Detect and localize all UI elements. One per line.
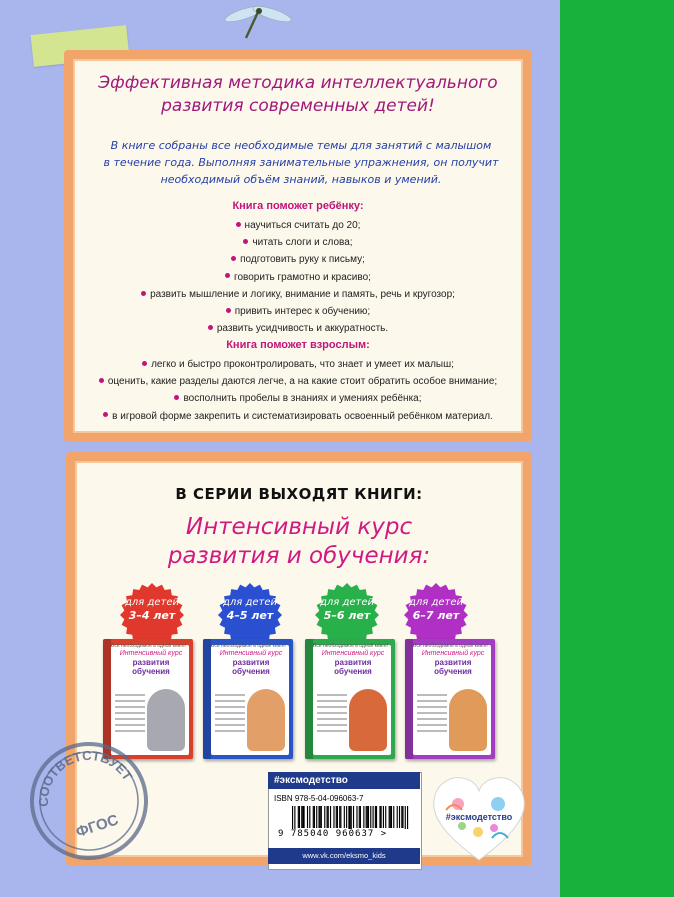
age-badge-prefix: для детей [319, 597, 375, 608]
age-badge-range: 3–4 лет [128, 609, 176, 622]
adult-help-heading: Книга поможет взрослым: [226, 339, 370, 351]
isbn-text: ISBN 978-5-04-096063-7 [274, 794, 364, 803]
description-panel [64, 50, 532, 442]
book-character-illustration [247, 689, 285, 751]
book-header: Всё необходимое в одной книге! [211, 643, 287, 649]
list-item: развить усидчивость и аккуратность. [73, 320, 523, 337]
age-badge [315, 583, 379, 647]
series-title-line-1: Интенсивный курс [185, 514, 413, 540]
age-badge-prefix: для детей [408, 597, 464, 608]
list-item: легко и быстро проконтролировать, что знает и умеет их малыш; [73, 356, 523, 373]
headline-line-2: развития современных детей! [161, 96, 435, 116]
book-spine [203, 639, 211, 759]
book-spine [305, 639, 313, 759]
age-badge-prefix: для детей [124, 597, 180, 608]
book-cover [203, 639, 293, 759]
series-title-line-2: развития и обучения: [167, 543, 431, 569]
book-title-small: Интенсивный курс [119, 650, 183, 657]
list-item: восполнить пробелы в знаниях и умениях ребёнка; [73, 390, 523, 407]
book-cover [305, 639, 395, 759]
list-item: научиться считать до 20; [73, 217, 523, 234]
green-spine [560, 0, 674, 897]
book-title-small: Интенсивный курс [321, 650, 385, 657]
age-badge-range: 6–7 лет [412, 609, 460, 622]
book-character-illustration [147, 689, 185, 751]
list-item: подготовить руку к письму; [73, 251, 523, 268]
adult-help-list [73, 356, 523, 425]
intro-line-1: В книге собраны все необходимые темы для занятий с малышом [110, 139, 492, 152]
list-item: развить мышление и логику, внимание и память, речь и кругозор; [73, 286, 523, 303]
book-header: Всё необходимое в одной книге! [111, 643, 187, 649]
age-badge-range: 5–6 лет [323, 609, 371, 622]
book-title-small: Интенсивный курс [219, 650, 283, 657]
barcode-digits: 9 785040 960637 > [278, 829, 418, 839]
heart-hashtag: #эксмодетство [445, 812, 513, 822]
stamp-text-fgos: ФГОС [73, 811, 121, 842]
barcode-bars [292, 806, 410, 846]
child-help-heading: Книга поможет ребёнку: [232, 200, 364, 212]
book-title-main: развития обучения [232, 658, 270, 676]
list-item: привить интерес к обучению; [73, 303, 523, 320]
book-text-lines [215, 694, 245, 736]
list-item: говорить грамотно и красиво; [73, 269, 523, 286]
spine-zigzag-edge [552, 0, 572, 897]
book-text-lines [317, 694, 347, 736]
book-header: Всё необходимое в одной книге! [313, 643, 389, 649]
list-item: оценить, какие разделы даются легче, а на какие стоит обратить особое внимание; [73, 373, 523, 390]
book-title-main: развития обучения [132, 658, 170, 676]
vk-link[interactable]: www.vk.com/eksmo_kids [268, 848, 420, 864]
book-spine [405, 639, 413, 759]
age-badge-prefix: для детей [222, 597, 278, 608]
intro-line-2: в течение года. Выполняя занимательные упражнения, он получит [103, 156, 499, 169]
stamp-text: СООТВЕТСТВУЕТ [35, 747, 136, 807]
book-title-main: развития обучения [434, 658, 472, 676]
hashtag-bar: #эксмодетство [268, 772, 420, 789]
book-title-main: развития обучения [334, 658, 372, 676]
heart-logo [432, 776, 526, 862]
list-item: читать слоги и слова; [73, 234, 523, 251]
book-title-small: Интенсивный курс [421, 650, 485, 657]
age-badge-range: 4–5 лет [226, 609, 274, 622]
dragonfly-icon [214, 2, 304, 40]
age-badge [404, 583, 468, 647]
book-text-lines [417, 694, 447, 736]
age-badge [218, 583, 282, 647]
child-help-list [73, 217, 523, 337]
intro-line-3: необходимый объём знаний, навыков и умений. [160, 173, 442, 186]
book-character-illustration [349, 689, 387, 751]
age-badge [120, 583, 184, 647]
book-header: Всё необходимое в одной книге! [413, 643, 489, 649]
book-character-illustration [449, 689, 487, 751]
headline-line-1: Эффективная методика интеллектуального [98, 73, 498, 93]
series-label: В СЕРИИ ВЫХОДЯТ КНИГИ: [175, 485, 423, 503]
book-cover [405, 639, 495, 759]
list-item: в игровой форме закрепить и систематизировать освоенный ребёнком материал. [73, 408, 523, 425]
